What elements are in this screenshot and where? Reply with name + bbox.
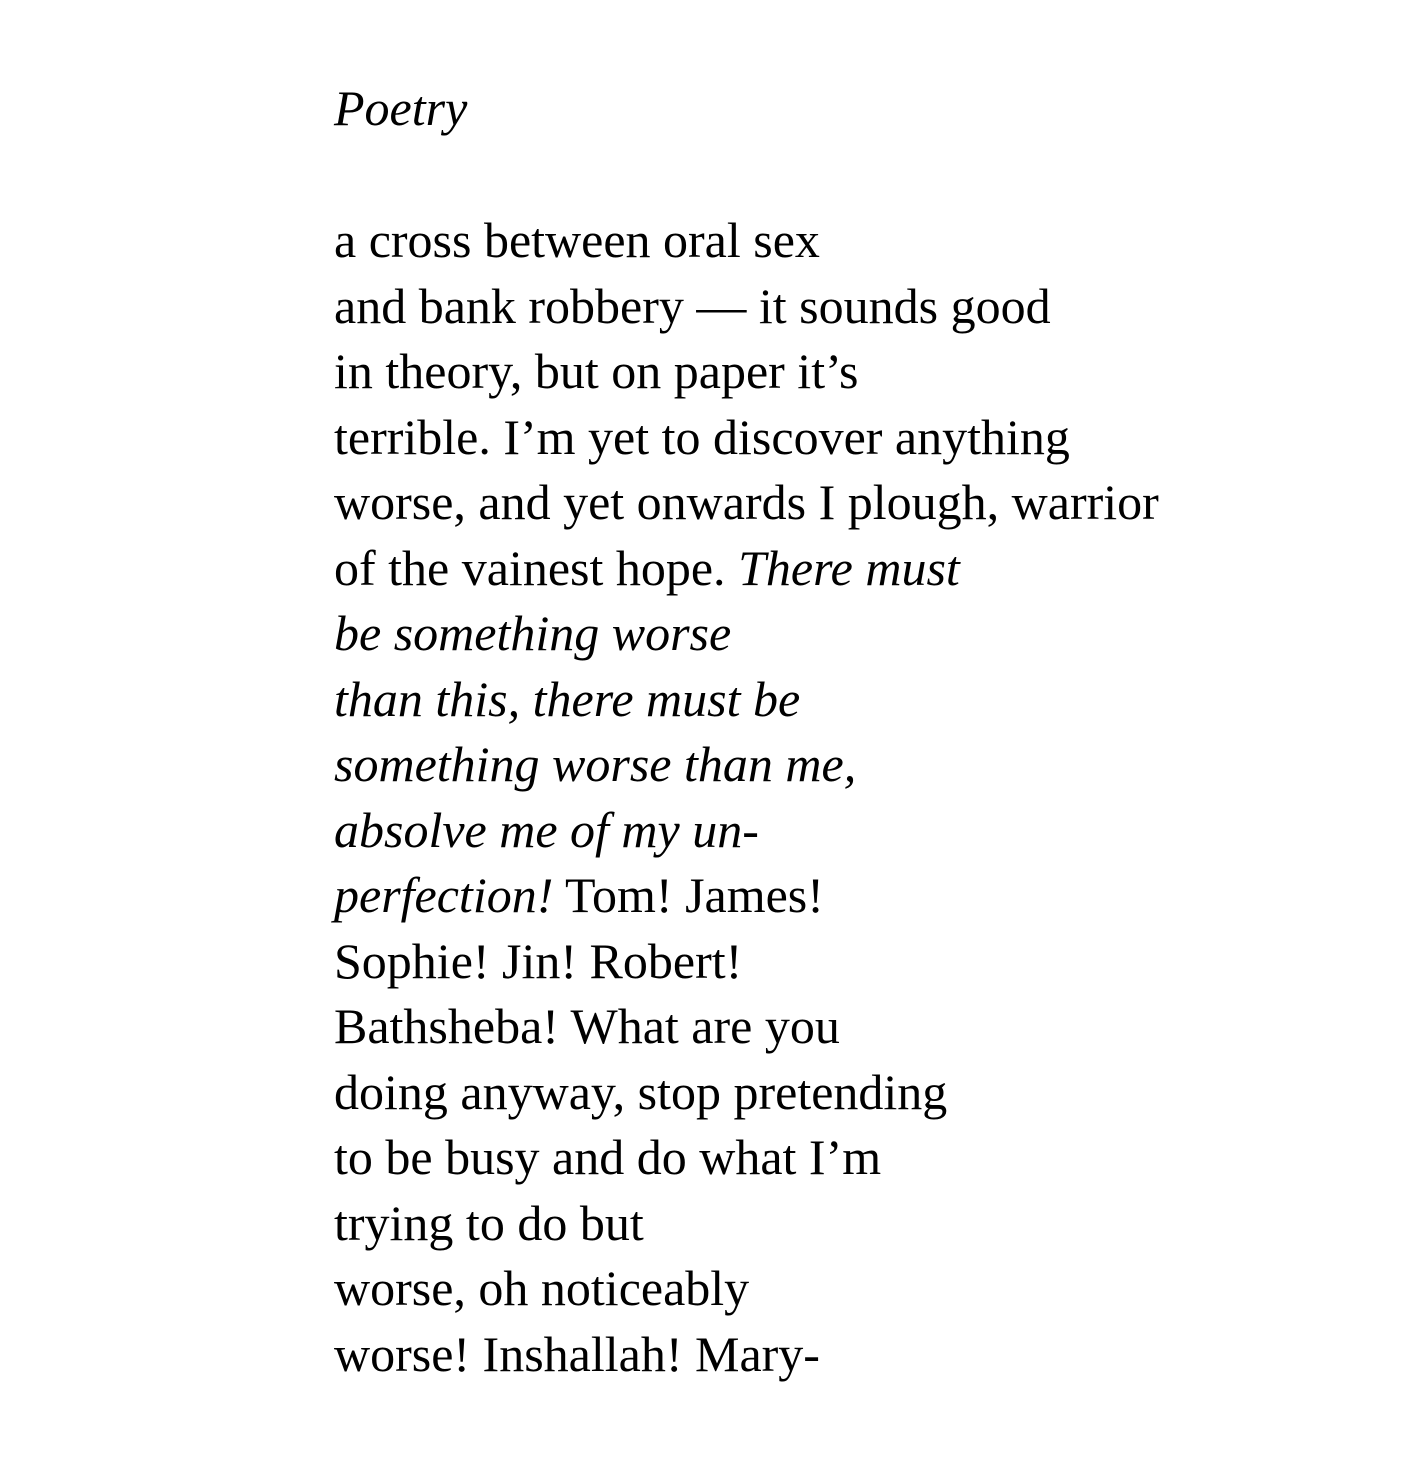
poem-text: Sophie! Jin! Robert! bbox=[334, 932, 743, 989]
poem-text: of the vainest hope. bbox=[334, 539, 739, 596]
poem-line bbox=[334, 667, 1334, 733]
poem-italic-text: absolve me of my un- bbox=[334, 801, 759, 858]
poem-text: doing anyway, stop pretending bbox=[334, 1063, 948, 1120]
poem-italic-text: perfection! bbox=[334, 867, 554, 923]
poem-line bbox=[334, 929, 1334, 995]
poem-text: and bank robbery — it sounds good bbox=[334, 277, 1051, 334]
poem-line bbox=[334, 798, 1334, 864]
poem-line bbox=[334, 994, 1334, 1060]
poem-line bbox=[334, 470, 1334, 536]
poem-line bbox=[334, 601, 1334, 667]
poem-text: Bathsheba! What are you bbox=[334, 998, 840, 1054]
poem-line bbox=[334, 1256, 1334, 1322]
poem-text: a cross between oral sex bbox=[334, 212, 820, 268]
poem-line bbox=[334, 405, 1334, 471]
poem-line bbox=[334, 339, 1334, 405]
poem-line bbox=[334, 208, 1334, 274]
poem-italic-text: There must bbox=[738, 539, 960, 596]
poem-text: to be busy and do what I’m bbox=[334, 1129, 882, 1185]
poem-text: worse, oh noticeably bbox=[334, 1260, 750, 1316]
poem-italic-text: than this, there must be bbox=[334, 670, 801, 727]
poem-line bbox=[334, 1060, 1334, 1126]
poem-text: worse, and yet onwards I plough, warrior bbox=[334, 474, 1159, 530]
poem-text: trying to do but bbox=[334, 1194, 644, 1251]
poem-line bbox=[334, 1125, 1334, 1191]
poem-line bbox=[334, 1191, 1334, 1257]
poem-text: in theory, but on paper it’s bbox=[334, 343, 859, 399]
poem-italic-text: something worse than me, bbox=[334, 736, 857, 792]
poem-italic-text: be something worse bbox=[334, 605, 732, 661]
poem-page bbox=[334, 78, 1334, 1387]
poem-line bbox=[334, 732, 1334, 798]
poem-line bbox=[334, 1322, 1334, 1388]
poem-text: worse! Inshallah! Mary- bbox=[334, 1325, 820, 1382]
poem-line bbox=[334, 536, 1334, 602]
poem-text: terrible. I’m yet to discover anything bbox=[334, 408, 1070, 465]
poem-line bbox=[334, 863, 1334, 929]
poem-text: Tom! James! bbox=[553, 867, 824, 923]
poem-line bbox=[334, 274, 1334, 340]
poem-body bbox=[334, 208, 1334, 1387]
poem-title: Poetry bbox=[334, 80, 468, 136]
